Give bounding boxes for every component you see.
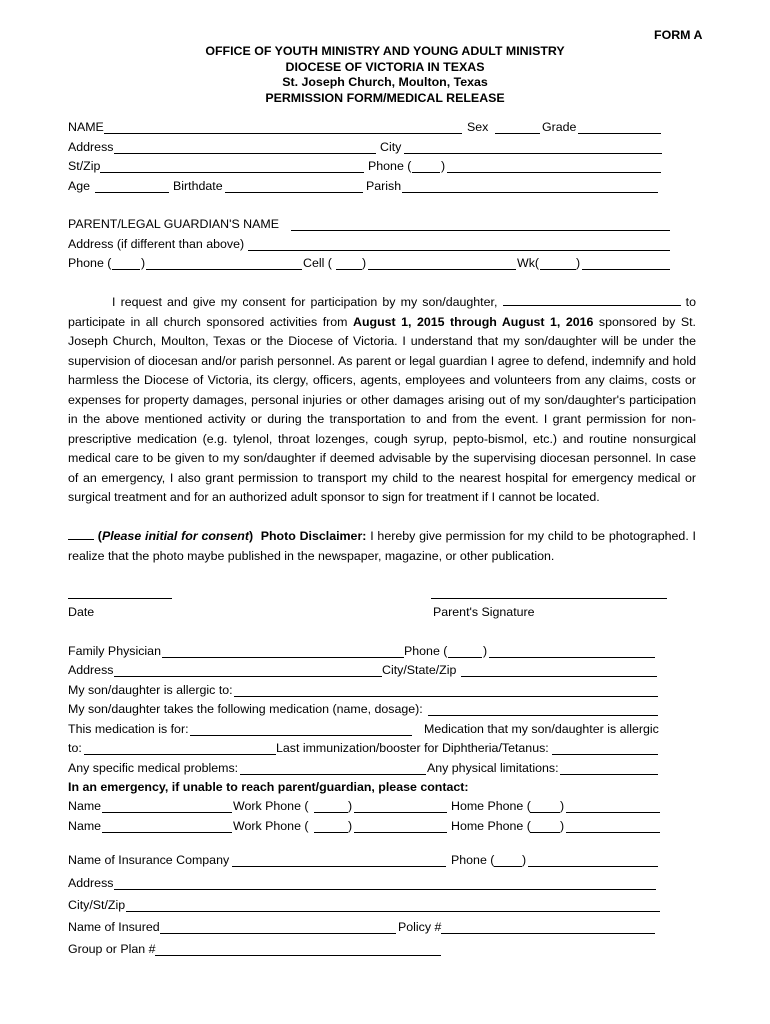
parent-signature-field[interactable] — [431, 598, 667, 599]
child-sex-label: Sex — [467, 120, 489, 134]
child-address-field[interactable] — [114, 153, 376, 154]
child-phone-close: ) — [441, 159, 446, 173]
emergency-heading: In an emergency, if unable to reach parent/guardian, please contact: — [68, 780, 469, 794]
guardian-wk-label: Wk( — [517, 256, 540, 270]
child-name-field[interactable] — [104, 133, 462, 134]
physician-csz-field[interactable] — [461, 676, 657, 677]
guardian-phone-area-field[interactable] — [112, 269, 140, 270]
insured-name-field[interactable] — [160, 933, 396, 934]
medical-problems-field[interactable] — [240, 774, 426, 775]
child-city-field[interactable] — [404, 153, 662, 154]
emergency-contact-name-label: Name — [68, 819, 102, 833]
header-diocese: DIOCESE OF VICTORIA IN TEXAS — [285, 60, 485, 74]
guardian-address-label: Address (if different than above) — [68, 237, 245, 251]
child-age-field[interactable] — [95, 192, 169, 193]
child-birthdate-label: Birthdate — [173, 179, 223, 193]
emergency-contact-home-field[interactable] — [566, 832, 660, 833]
emergency-contact-work-field[interactable] — [354, 832, 447, 833]
group-plan-label: Group or Plan # — [68, 942, 156, 956]
guardian-cell-field[interactable] — [368, 269, 516, 270]
child-birthdate-field[interactable] — [225, 192, 363, 193]
guardian-wk-field[interactable] — [582, 269, 670, 270]
emergency-contact-work-label: Work Phone ( — [233, 819, 309, 833]
physical-limitations-field[interactable] — [560, 774, 658, 775]
child-age-label: Age — [68, 179, 91, 193]
header-office: OFFICE OF YOUTH MINISTRY AND YOUNG ADULT MINISTRY — [205, 44, 565, 58]
initial-paren-open: ( — [97, 529, 102, 543]
photo-disclaimer-label: Photo Disclaimer: — [260, 529, 367, 543]
physician-phone-label: Phone ( — [404, 644, 448, 658]
child-grade-field[interactable] — [578, 133, 661, 134]
physician-csz-label: City/State/Zip — [382, 663, 457, 677]
guardian-phone-field[interactable] — [146, 269, 302, 270]
guardian-cell-area-field[interactable] — [336, 269, 362, 270]
guardian-phone-close: ) — [141, 256, 146, 270]
group-plan-field[interactable] — [155, 955, 441, 956]
emergency-contact-name-field[interactable] — [102, 812, 232, 813]
guardian-wk-area-field[interactable] — [540, 269, 576, 270]
consent-paragraph — [68, 293, 696, 508]
emergency-contact-home-label: Home Phone ( — [451, 799, 531, 813]
date-label: Date — [68, 605, 95, 619]
emergency-contact-work-field[interactable] — [354, 812, 447, 813]
photo-disclaimer — [68, 527, 696, 566]
consent-text-to: to participate in all church sponsored activities from — [68, 295, 696, 329]
insurance-phone-area-field[interactable] — [494, 866, 522, 867]
insurance-address-label: Address — [68, 876, 114, 890]
physician-address-field[interactable] — [114, 676, 382, 677]
guardian-name-label: PARENT/LEGAL GUARDIAN'S NAME — [68, 217, 279, 231]
insurance-phone-field[interactable] — [528, 866, 658, 867]
emergency-contact-work-area-field[interactable] — [314, 832, 348, 833]
consent-dates: August 1, 2015 through August 1, 2016 — [353, 314, 594, 329]
child-phone-area-field[interactable] — [412, 172, 440, 173]
child-phone-label: Phone ( — [368, 159, 412, 173]
insurance-phone-close: ) — [522, 853, 527, 867]
header-church: St. Joseph Church, Moulton, Texas — [282, 75, 488, 89]
insurance-csz-field[interactable] — [126, 911, 660, 912]
initial-instruction: Please initial for consent — [101, 529, 249, 543]
consent-child-name-field[interactable] — [503, 294, 681, 306]
physician-phone-area-field[interactable] — [448, 657, 482, 658]
consent-text-2: sponsored by St. Joseph Church, Moulton, Texas or the Diocese of Victoria. I understand that my son/daughter will be under the supervision of diocesan and/or parish personnel. As parent or legal guardian I agree to defend, indemnify and hold harmless the Diocese of Victoria, its clergy, officers, agents, employees and volunteers from any claims, costs or expenses for property damages, personal injuries or other damages arising out of my son/daughter's participation in the above mentioned activity or during the transportation to and from the event. I grant permission for non-prescriptive medication (e.g. tylenol, throat lozenges, cough syrup, pepto-bismol, etc.) and routine nonsurgical medical care to be given to my son/daughter if deemed advisable by the supervising diocesan personnel. In case of an emergency, I also grant permission to transport my child to the nearest hospital for emergency medical or surgical treatment and for an authorized adult sponsor to sign for treatment if I cannot be located. — [68, 314, 696, 504]
parent-signature-label: Parent's Signature — [433, 605, 535, 619]
guardian-cell-close: ) — [362, 256, 367, 270]
physician-phone-close: ) — [483, 644, 488, 658]
child-parish-label: Parish — [366, 179, 402, 193]
policy-label: Policy # — [398, 920, 442, 934]
child-address-label: Address — [68, 140, 114, 154]
child-name-label: NAME — [68, 120, 104, 134]
policy-field[interactable] — [441, 933, 655, 934]
physical-limitations-label: Any physical limitations: — [427, 761, 559, 775]
insurance-company-field[interactable] — [232, 866, 446, 867]
medication-for-label: This medication is for: — [68, 722, 189, 736]
child-phone-field[interactable] — [447, 172, 661, 173]
medication-allergic-field[interactable] — [84, 754, 276, 755]
child-parish-field[interactable] — [402, 192, 658, 193]
child-sex-field[interactable] — [495, 133, 540, 134]
allergic-field[interactable] — [234, 696, 658, 697]
emergency-contact-work-close: ) — [348, 819, 353, 833]
emergency-contact-name-field[interactable] — [102, 832, 232, 833]
insurance-company-label: Name of Insurance Company — [68, 853, 230, 867]
header-form-title: PERMISSION FORM/MEDICAL RELEASE — [265, 91, 505, 105]
emergency-contact-home-area-field[interactable] — [530, 832, 560, 833]
emergency-contact-home-field[interactable] — [566, 812, 660, 813]
medication-allergic-label: Medication that my son/daughter is allergic — [424, 722, 659, 736]
insurance-phone-label: Phone ( — [451, 853, 495, 867]
emergency-contact-home-close: ) — [560, 799, 565, 813]
emergency-contact-home-label: Home Phone ( — [451, 819, 531, 833]
allergic-label: My son/daughter is allergic to: — [68, 683, 233, 697]
physician-address-label: Address — [68, 663, 114, 677]
medication-field[interactable] — [428, 715, 658, 716]
child-city-label: City — [380, 140, 402, 154]
photo-disclaimer-text: I hereby give permission for my child to be photographed. I realize that the photo maybe published in the newspaper, magazine, or other publication. — [68, 529, 697, 563]
guardian-cell-label: Cell ( — [303, 256, 332, 270]
insurance-address-field[interactable] — [114, 889, 656, 890]
emergency-contact-work-label: Work Phone ( — [233, 799, 309, 813]
physician-field[interactable] — [162, 657, 404, 658]
guardian-name-field[interactable] — [291, 230, 670, 231]
child-stzip-field[interactable] — [100, 172, 364, 173]
guardian-phone-label: Phone ( — [68, 256, 112, 270]
immunization-label: Last immunization/booster for Diphtheria/Tetanus: — [276, 741, 549, 755]
emergency-contact-work-area-field[interactable] — [314, 812, 348, 813]
child-grade-label: Grade — [542, 120, 577, 134]
medication-for-field[interactable] — [190, 735, 412, 736]
date-field[interactable] — [68, 598, 172, 599]
initial-paren-close: ) — [248, 529, 254, 543]
emergency-contact-home-area-field[interactable] — [530, 812, 560, 813]
guardian-address-field[interactable] — [248, 250, 670, 251]
medication-label: My son/daughter takes the following medication (name, dosage): — [68, 702, 423, 716]
guardian-wk-close: ) — [576, 256, 581, 270]
medication-allergic-to-label: to: — [68, 741, 82, 755]
photo-initial-field[interactable] — [68, 528, 94, 540]
form-label: FORM A — [654, 28, 703, 42]
insured-name-label: Name of Insured — [68, 920, 160, 934]
immunization-field[interactable] — [552, 754, 658, 755]
physician-phone-field[interactable] — [489, 657, 655, 658]
physician-label: Family Physician — [68, 644, 161, 658]
insurance-csz-label: City/St/Zip — [68, 898, 126, 912]
emergency-contact-name-label: Name — [68, 799, 102, 813]
consent-text-1: I request and give my consent for participation by my son/daughter, — [112, 295, 503, 309]
medical-problems-label: Any specific medical problems: — [68, 761, 239, 775]
emergency-contact-home-close: ) — [560, 819, 565, 833]
child-stzip-label: St/Zip — [68, 159, 101, 173]
emergency-contact-work-close: ) — [348, 799, 353, 813]
